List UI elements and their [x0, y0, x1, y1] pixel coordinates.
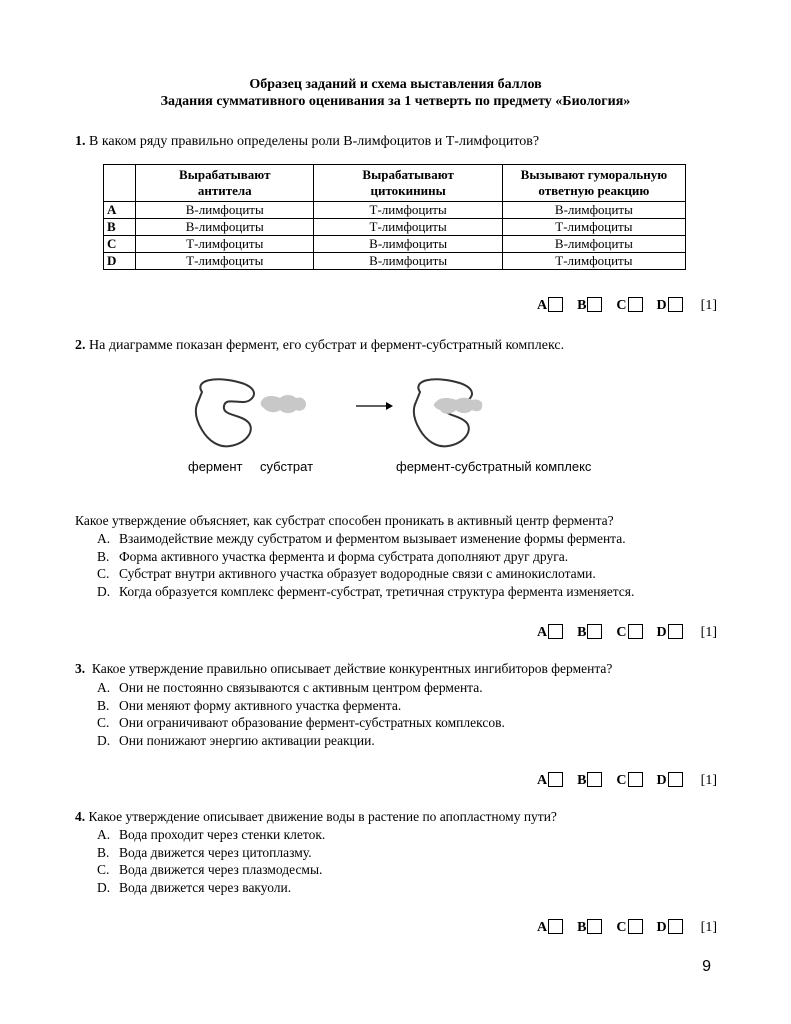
complex-substrate-shape [434, 398, 482, 414]
question-2-question: Какое утверждение объясняет, как субстрат способен проникать в активный центр фермента? [75, 513, 614, 528]
question-4-options [97, 826, 325, 896]
table-header-row [104, 165, 686, 202]
table-cell: В-лимфоциты [314, 236, 502, 253]
question-3-stem [75, 661, 612, 677]
enzyme-substrate-diagram [180, 370, 620, 480]
mark-value: [1] [700, 773, 717, 788]
label-enzyme: фермент [188, 459, 243, 474]
table-header-humoral: Вызывают гуморальную ответную реакцию [502, 165, 685, 202]
checkbox-icon[interactable] [548, 297, 563, 312]
question-3-text: Какое утверждение правильно описывает действие конкурентных ингибиторов фермента? [91, 661, 613, 676]
option-a[interactable]: A. Взаимодействие между субстратом и ферментом вызывает изменение формы фермента. [97, 531, 626, 546]
label-complex: фермент-субстратный комплекс [396, 459, 592, 474]
checkbox-icon[interactable] [548, 919, 563, 934]
checkbox-icon[interactable] [587, 624, 602, 639]
table-cell: Т-лимфоциты [314, 219, 502, 236]
arrow-head-icon [386, 402, 393, 410]
option-c[interactable]: C. Субстрат внутри активного участка образует водородные связи с аминокислотами. [97, 566, 596, 581]
question-2-options [97, 530, 634, 600]
answer-option-a[interactable]: A [537, 624, 563, 641]
question-3-options [97, 679, 505, 749]
enzyme-diagram-drawing [180, 370, 620, 460]
answer-option-c[interactable]: C [616, 624, 642, 641]
table-row [104, 202, 686, 219]
question-1-stem [75, 134, 539, 150]
option-d[interactable]: D. Вода движется через вакуоли. [97, 879, 292, 895]
checkbox-icon[interactable] [668, 772, 683, 787]
answer-option-a[interactable]: A [537, 772, 563, 789]
checkbox-icon[interactable] [587, 772, 602, 787]
table-cell: В-лимфоциты [502, 236, 685, 253]
answer-option-a[interactable]: A [537, 297, 563, 314]
question-2-number: 2. [75, 338, 86, 353]
question-1-text: В каком ряду правильно определены роли В-лимфоцитов и Т-лимфоцитов? [89, 134, 540, 149]
label-substrate: субстрат [260, 459, 314, 474]
substrate-shape [261, 395, 306, 413]
checkbox-icon[interactable] [668, 919, 683, 934]
checkbox-icon[interactable] [548, 772, 563, 787]
row-label: A [104, 202, 136, 219]
checkbox-icon[interactable] [628, 919, 643, 934]
option-c[interactable]: C. Они ограничивают образование фермент-субстратных комплексов. [97, 715, 505, 730]
checkbox-icon[interactable] [628, 624, 643, 639]
answer-option-a[interactable]: A [537, 919, 563, 936]
table-cell: Т-лимфоциты [502, 253, 685, 270]
checkbox-icon[interactable] [668, 297, 683, 312]
table-cell: В-лимфоциты [314, 253, 502, 270]
answer-option-c[interactable]: C [616, 772, 642, 789]
answer-option-d[interactable]: D [657, 919, 683, 936]
question-4-text: Какое утверждение описывает движение воды в растение по апопластному пути? [88, 809, 557, 824]
checkbox-icon[interactable] [587, 919, 602, 934]
table-header-cytokinins: Вырабатывают цитокинины [314, 165, 502, 202]
option-c[interactable]: C. Вода движется через плазмодесмы. [97, 862, 323, 877]
checkbox-icon[interactable] [668, 624, 683, 639]
title-line-1: Образец заданий и схема выставления баллов [249, 77, 542, 92]
table-cell: В-лимфоциты [136, 202, 314, 219]
option-b[interactable]: B. Вода движется через цитоплазму. [97, 844, 312, 860]
question-4-answer-boxes [537, 919, 717, 936]
mark-value: [1] [700, 625, 717, 640]
table-cell: Т-лимфоциты [136, 236, 314, 253]
table-row [104, 253, 686, 270]
title-line-2: Задания суммативного оценивания за 1 четверть по предмету «Биология» [160, 94, 631, 109]
checkbox-icon[interactable] [548, 624, 563, 639]
question-3-number: 3. [75, 661, 86, 676]
table-header-antibodies: Вырабатывают антитела [136, 165, 314, 202]
table-cell: Т-лимфоциты [502, 219, 685, 236]
answer-option-c[interactable]: C [616, 297, 642, 314]
table-cell: В-лимфоциты [136, 219, 314, 236]
mark-value: [1] [700, 298, 717, 313]
question-1-number: 1. [75, 134, 86, 149]
answer-option-b[interactable]: B [577, 772, 602, 789]
answer-option-d[interactable]: D [657, 297, 683, 314]
checkbox-icon[interactable] [587, 297, 602, 312]
answer-option-c[interactable]: C [616, 919, 642, 936]
answer-option-d[interactable]: D [657, 624, 683, 641]
answer-option-b[interactable]: B [577, 919, 602, 936]
row-label: B [104, 219, 136, 236]
table-row [104, 236, 686, 253]
question-4-number: 4. [75, 809, 86, 824]
row-label: C [104, 236, 136, 253]
option-b[interactable]: B. Они меняют форму активного участка фермента. [97, 697, 402, 713]
question-2-answer-boxes [537, 624, 717, 641]
question-4-stem [75, 809, 557, 825]
option-d[interactable]: D. Когда образуется комплекс фермент-субстрат, третичная структура фермента изменяется. [97, 583, 635, 599]
table-cell: В-лимфоциты [502, 202, 685, 219]
checkbox-icon[interactable] [628, 297, 643, 312]
answer-option-b[interactable]: B [577, 297, 602, 314]
row-label: D [104, 253, 136, 270]
question-3-answer-boxes [537, 772, 717, 789]
checkbox-icon[interactable] [628, 772, 643, 787]
page-number: 9 [702, 958, 711, 975]
question-2-stem [75, 338, 564, 354]
option-a[interactable]: A. Вода проходит через стенки клеток. [97, 827, 326, 842]
lymphocyte-roles-table [103, 164, 686, 270]
question-2-text: На диаграмме показан фермент, его субстрат и фермент-субстратный комплекс. [89, 338, 565, 353]
option-b[interactable]: B. Форма активного участка фермента и форма субстрата дополняют друг друга. [97, 548, 569, 564]
option-a[interactable]: A. Они не постоянно связываются с активным центром фермента. [97, 680, 483, 695]
answer-option-b[interactable]: B [577, 624, 602, 641]
mark-value: [1] [700, 920, 717, 935]
answer-option-d[interactable]: D [657, 772, 683, 789]
option-d[interactable]: D. Они понижают энергию активации реакции. [97, 732, 375, 748]
table-row [104, 219, 686, 236]
enzyme-shape [196, 379, 254, 446]
question-1-answer-boxes [537, 297, 717, 314]
table-cell: Т-лимфоциты [136, 253, 314, 270]
table-corner-cell [104, 165, 136, 202]
table-cell: Т-лимфоциты [314, 202, 502, 219]
